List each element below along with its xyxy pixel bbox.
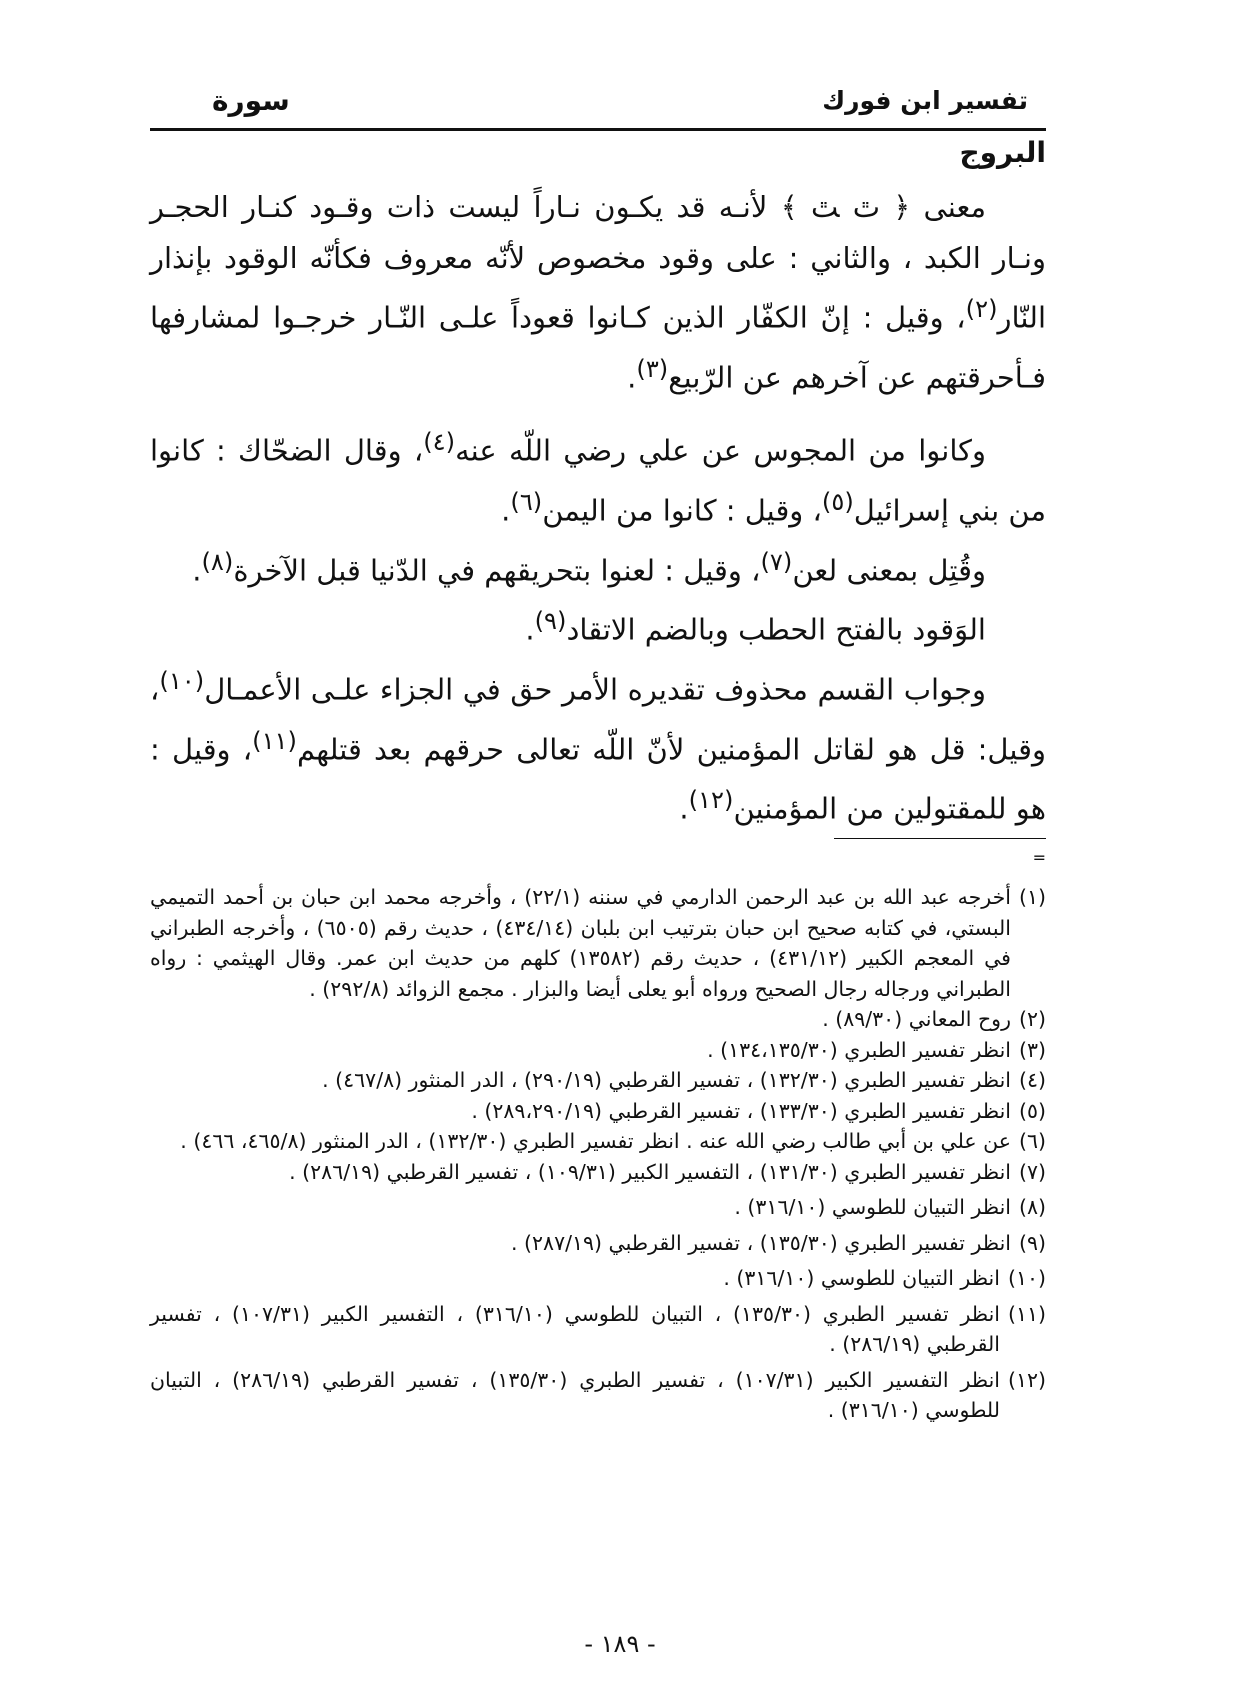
footnote-number: (٧) xyxy=(1018,1159,1046,1184)
footnote-text: انظر تفسير الطبري (١٣٥/٣٠) ، تفسير القرطبي (٢٨٧/١٩) . xyxy=(511,1230,1011,1255)
footnote-ref: (٩) xyxy=(534,607,567,636)
paragraph-end: . xyxy=(525,612,535,647)
footnote-ref: (٨) xyxy=(201,547,234,576)
footnote-item xyxy=(150,1035,1046,1066)
surah-name: البروج xyxy=(959,136,1046,169)
footnote-item xyxy=(150,1299,1046,1360)
paragraph-text: معنى ﴿ ﭢ ﭣ ﴾ لأنـه قد يكـون نـاراً ليست ذات وقـود كنـار الحجـر ونـار الكبد ، والثاني : على وقود مخصوص لأنّه معروف فكأنّه الوقود بإنذار النّار xyxy=(150,190,1046,335)
running-header xyxy=(150,84,1046,131)
paragraph-text: ، وقيل : إنّ الكفّار الذين كـانوا قعوداً علـى النّـار خرجـوا لمشارفها فـأحرقتهم عن آخرهم عن الرّبيع xyxy=(150,300,1046,395)
footnote-text: انظر تفسير الطبري (١٣٢/٣٠) ، تفسير القرطبي (٢٩٠/١٩) ، الدر المنثور (٤٦٧/٨) . xyxy=(322,1068,1011,1092)
paragraph-end: . xyxy=(501,493,511,528)
paragraph-text: وكانوا من المجوس عن علي رضي اللّه عنه xyxy=(455,433,986,468)
footnote-number: (٩) xyxy=(1018,1230,1046,1255)
footnote-text: عن علي بن أبي طالب رضي الله عنه . انظر تفسير الطبري (١٣٢/٣٠) ، الدر المنثور (٤٦٥/٨، ٤٦٦) . xyxy=(180,1129,1011,1153)
footnote-number: (٢) xyxy=(1018,1007,1046,1031)
footnote-ref: (٧) xyxy=(760,547,793,576)
footnote-text: انظر التبيان للطوسي (٣١٦/١٠) . xyxy=(723,1266,1000,1290)
paragraph-text: ، وقال الضحّاك : كانوا من بني إسرائيل xyxy=(150,433,1046,528)
footnote-number: (٦) xyxy=(1018,1129,1046,1153)
paragraph-2 xyxy=(150,417,1046,536)
footnote-ref: (١٠) xyxy=(159,666,205,695)
footnote-item xyxy=(150,1004,1046,1035)
footnote-item xyxy=(150,1365,1046,1426)
footnote-text: انظر تفسير الطبري (١٣٥/٣٠) ، التبيان للطوسي (٣١٦/١٠) ، التفسير الكبير (١٠٧/٣١) ، تفسير القرطبي (٢٨٦/١٩) . xyxy=(150,1301,1000,1356)
footnote-text: أخرجه عبد الله بن عبد الرحمن الدارمي في سننه (٢٢/١) ، وأخرجه محمد ابن حبان بن أحمد التميمي البستي، في كتابه صحيح ابن حبان بترتيب ابن بلبان (٤٣٤/١٤) ، حديث رقم (٦٥٠٥) ، وأخرجه الطبراني في المعجم الكبير (٤٣١/١٢) ، حديث رقم (١٣٥٨٢) كلهم من حديث ابن عمر. وقال الهيثمي : رواه الطبراني ورجاله رجال الصحيح ورواه أبو يعلى أيضا والبزار . مجمع الزوائد (٢٩٢/٨) . xyxy=(150,885,1011,1001)
footnote-number: (١٠) xyxy=(1007,1266,1046,1290)
footnote-ref: (٤) xyxy=(423,428,456,457)
book-title: تفسير ابن فورك xyxy=(822,86,1028,115)
footnote-divider xyxy=(834,838,1046,839)
footnote-text: روح المعاني (٨٩/٣٠) . xyxy=(822,1007,1011,1031)
paragraph-text: الوَقود بالفتح الحطب وبالضم الاتقاد xyxy=(566,612,986,647)
footnote-ref: (١٢) xyxy=(688,786,734,815)
paragraph-1 xyxy=(150,182,1046,403)
footnote-ref: (٥) xyxy=(821,487,854,516)
section-label: سورة xyxy=(212,84,290,117)
footnote-number: (٨) xyxy=(1018,1195,1046,1219)
paragraph-text: وجواب القسم محذوف تقديره الأمر حق في الجزاء علـى الأعمـال xyxy=(204,672,986,707)
paragraph-text: وقُتِل بمعنى لعن xyxy=(792,553,986,588)
paragraph-4 xyxy=(150,596,1046,656)
footnote-number: (٥) xyxy=(1018,1098,1046,1123)
footnote-item xyxy=(150,1192,1046,1223)
footnote-item xyxy=(150,1065,1046,1096)
main-text xyxy=(150,182,1046,835)
footnote-ref: (١١) xyxy=(252,726,297,755)
footnote-item xyxy=(150,1126,1046,1157)
paragraph-text: ، وقيل: قل هو لقاتل المؤمنين لأنّ اللّه تعالى حرقهم بعد قتلهم xyxy=(150,672,1046,767)
footnote-ref: (٦) xyxy=(510,487,543,516)
footnote-number: (٤) xyxy=(1018,1068,1046,1092)
footnote-text: انظر التفسير الكبير (١٠٧/٣١) ، تفسير الطبري (١٣٥/٣٠) ، تفسير القرطبي (٢٨٦/١٩) ، التبيان للطوسي (٣١٦/١٠) . xyxy=(150,1367,1000,1422)
paragraph-end: . xyxy=(192,553,202,588)
footnote-item xyxy=(150,882,1046,1004)
paragraph-3 xyxy=(150,537,1046,597)
footnote-text: انظر تفسير الطبري (١٣٤،١٣٥/٣٠) . xyxy=(707,1037,1011,1062)
paragraph-end: . xyxy=(627,360,637,395)
footnote-text: انظر تفسير الطبري (١٣٣/٣٠) ، تفسير القرطبي (٢٨٩،٢٩٠/١٩) . xyxy=(471,1098,1011,1123)
paragraph-end: . xyxy=(679,791,689,826)
footnote-item xyxy=(150,1228,1046,1259)
footnote-text: انظر التبيان للطوسي (٣١٦/١٠) . xyxy=(734,1195,1011,1219)
paragraph-text: ، وقيل : كانوا من اليمن xyxy=(542,493,822,528)
paragraph-text: ، وقيل : هو للمقتولين من المؤمنين xyxy=(150,732,1046,826)
footnote-number: (١١) xyxy=(1007,1301,1046,1326)
page-number: - ١٨٩ - xyxy=(584,1630,656,1658)
footnotes xyxy=(150,882,1046,1426)
footnote-item xyxy=(150,1157,1046,1188)
footnote-number: (٣) xyxy=(1018,1037,1046,1062)
continuation-mark: = xyxy=(1032,848,1046,867)
footnote-item xyxy=(150,1096,1046,1127)
paragraph-5 xyxy=(150,656,1046,835)
footnote-ref: (٢) xyxy=(965,295,998,323)
footnote-item xyxy=(150,1263,1046,1294)
footnote-number: (١) xyxy=(1018,885,1046,909)
footnote-ref: (٣) xyxy=(636,354,669,383)
footnote-text: انظر تفسير الطبري (١٣١/٣٠) ، التفسير الكبير (١٠٩/٣١) ، تفسير القرطبي (٢٨٦/١٩) . xyxy=(289,1159,1011,1184)
paragraph-text: ، وقيل : لعنوا بتحريقهم في الدّنيا قبل الآخرة xyxy=(233,553,761,588)
footnote-number: (١٢) xyxy=(1007,1367,1046,1392)
